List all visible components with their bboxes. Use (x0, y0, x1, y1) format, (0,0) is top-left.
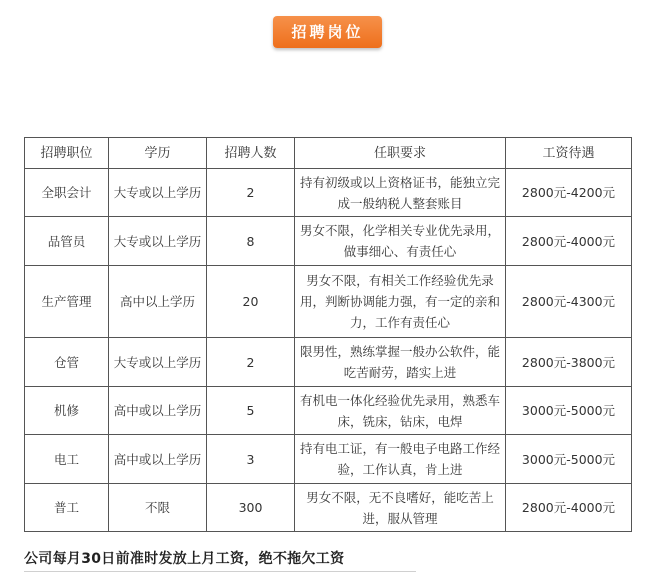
cell-position: 机修 (25, 387, 109, 435)
table-row (25, 266, 632, 338)
cell-salary: 2800元-4000元 (506, 484, 632, 532)
cell-requirement: 限男性，熟练掌握一般办公软件，能吃苦耐劳，踏实上进 (295, 338, 506, 387)
table-header-row (25, 138, 632, 169)
cell-count: 2 (207, 338, 295, 387)
column-header-position: 招聘职位 (25, 138, 109, 169)
table-row (25, 169, 632, 217)
column-header-requirement: 任职要求 (295, 138, 506, 169)
column-header-salary: 工资待遇 (506, 138, 632, 169)
cell-education: 大专或以上学历 (109, 338, 207, 387)
cell-education: 高中或以上学历 (109, 435, 207, 484)
cell-salary: 2800元-4200元 (506, 169, 632, 217)
cell-position: 生产管理 (25, 266, 109, 338)
cell-position: 电工 (25, 435, 109, 484)
cell-requirement: 男女不限，化学相关专业优先录用，做事细心、有责任心 (295, 217, 506, 266)
cell-count: 3 (207, 435, 295, 484)
table-row (25, 217, 632, 266)
cell-count: 300 (207, 484, 295, 532)
cell-requirement: 有机电一体化经验优先录用，熟悉车床，铣床，钻床，电焊 (295, 387, 506, 435)
table-row (25, 387, 632, 435)
cell-education: 高中或以上学历 (109, 387, 207, 435)
cell-count: 5 (207, 387, 295, 435)
cell-count: 8 (207, 217, 295, 266)
cell-requirement: 持有电工证，有一般电子电路工作经验，工作认真，肯上进 (295, 435, 506, 484)
cell-education: 高中以上学历 (109, 266, 207, 338)
cell-education: 不限 (109, 484, 207, 532)
cell-education: 大专或以上学历 (109, 169, 207, 217)
cell-position: 普工 (25, 484, 109, 532)
cell-count: 20 (207, 266, 295, 338)
cell-count: 2 (207, 169, 295, 217)
column-header-count: 招聘人数 (207, 138, 295, 169)
cell-education: 大专或以上学历 (109, 217, 207, 266)
cell-salary: 2800元-4300元 (506, 266, 632, 338)
table-row (25, 338, 632, 387)
cell-position: 全职会计 (25, 169, 109, 217)
cell-salary: 3000元-5000元 (506, 387, 632, 435)
cell-position: 仓管 (25, 338, 109, 387)
footer-divider (24, 571, 416, 572)
section-title-badge: 招聘岗位 (273, 16, 382, 48)
cell-requirement: 持有初级或以上资格证书，能独立完成一般纳税人整套账目 (295, 169, 506, 217)
salary-policy-note: 公司每月30日前准时发放上月工资，绝不拖欠工资 (24, 551, 345, 567)
cell-requirement: 男女不限，无不良嗜好，能吃苦上进，服从管理 (295, 484, 506, 532)
cell-salary: 2800元-4000元 (506, 217, 632, 266)
table-row (25, 484, 632, 532)
column-header-education: 学历 (109, 138, 207, 169)
cell-salary: 3000元-5000元 (506, 435, 632, 484)
table-row (25, 435, 632, 484)
cell-position: 品管员 (25, 217, 109, 266)
recruitment-table (24, 137, 632, 532)
cell-requirement: 男女不限，有相关工作经验优先录用，判断协调能力强，有一定的亲和力，工作有责任心 (295, 266, 506, 338)
cell-salary: 2800元-3800元 (506, 338, 632, 387)
